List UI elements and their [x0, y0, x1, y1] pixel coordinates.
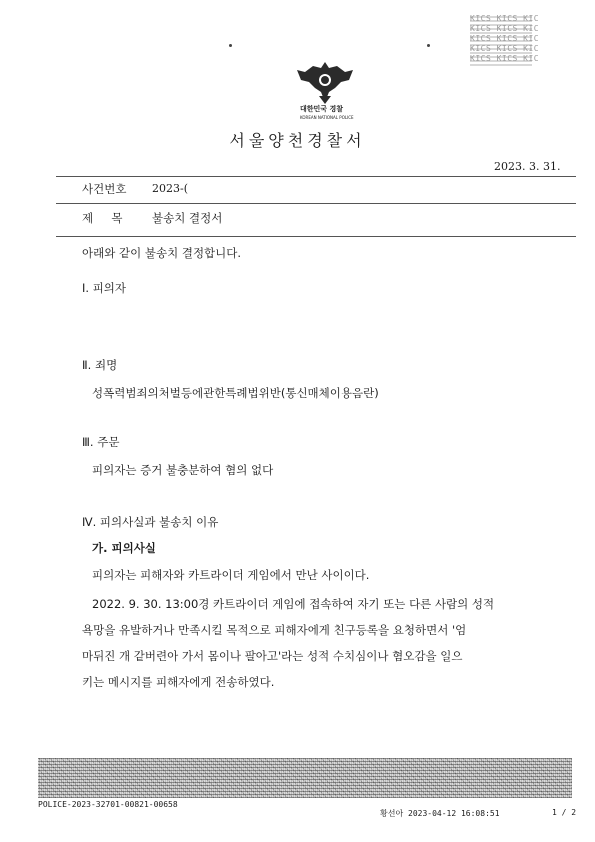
divider	[56, 203, 576, 204]
divider	[56, 236, 576, 237]
scan-dot	[229, 44, 232, 47]
subject-value: 불송치 결정서	[152, 211, 223, 225]
org-name-korean: 대한민국 경찰	[300, 105, 344, 113]
section-suspect-heading: Ⅰ. 피의자	[82, 281, 127, 295]
facts-line: 키는 메시지를 피해자에게 전송하였다.	[82, 675, 275, 689]
intro-text: 아래와 같이 불송치 결정합니다.	[82, 246, 242, 260]
document-id: POLICE-2023-32701-00821-00658	[38, 800, 178, 809]
divider	[56, 176, 576, 177]
police-emblem-icon	[293, 58, 357, 106]
org-name-english: KOREAN NATIONAL POLICE	[300, 115, 354, 120]
stamp-line: KICS KICS KIC	[470, 54, 540, 63]
stamp-line: KICS KICS KIC	[470, 14, 540, 23]
section-facts-heading: Ⅳ. 피의사실과 불송치 이유	[82, 515, 219, 529]
scan-noise-band	[38, 758, 572, 798]
facts-line: 2022. 9. 30. 13:00경 카트라이더 게임에 접속하여 자기 또는 다른 사람의 성적	[92, 597, 495, 611]
facts-paragraph: 피의자는 피해자와 카트라이더 게임에서 만난 사이이다.	[92, 568, 370, 582]
print-stamp: 황선아 2023-04-12 16:08:51	[380, 809, 500, 818]
section-order-heading: Ⅲ. 주문	[82, 435, 120, 449]
facts-line: 마뒤진 개 같버련아 가서 몸이나 팔아고'라는 성적 수치심이나 혐오감을 일으	[82, 649, 463, 663]
page-number: 1 / 2	[552, 808, 577, 817]
scan-dot	[427, 44, 430, 47]
case-number-value: 2023-(	[152, 182, 189, 195]
case-number-label: 사건번호	[82, 182, 127, 196]
stamp-line: KICS KICS KIC	[470, 24, 540, 33]
stamp-line: KICS KICS KIC	[470, 34, 540, 43]
stamp-line: KICS KICS KIC	[470, 44, 540, 53]
facts-subheading: 가. 피의사실	[92, 541, 156, 555]
police-station-title: 서울양천경찰서	[229, 131, 366, 150]
section-charge-heading: Ⅱ. 죄명	[82, 358, 118, 372]
facts-line: 욕망을 유발하거나 만족시킬 목적으로 피해자에게 친구등록을 요청하면서 '엄	[82, 623, 467, 637]
security-stamp	[470, 14, 540, 66]
document-date: 2023. 3. 31.	[494, 160, 561, 173]
order-content: 피의자는 증거 불충분하여 혐의 없다	[92, 463, 274, 477]
charge-content: 성폭력범죄의처벌등에관한특례법위반(통신매체이용음란)	[92, 386, 379, 400]
subject-label: 제 목	[82, 211, 123, 225]
